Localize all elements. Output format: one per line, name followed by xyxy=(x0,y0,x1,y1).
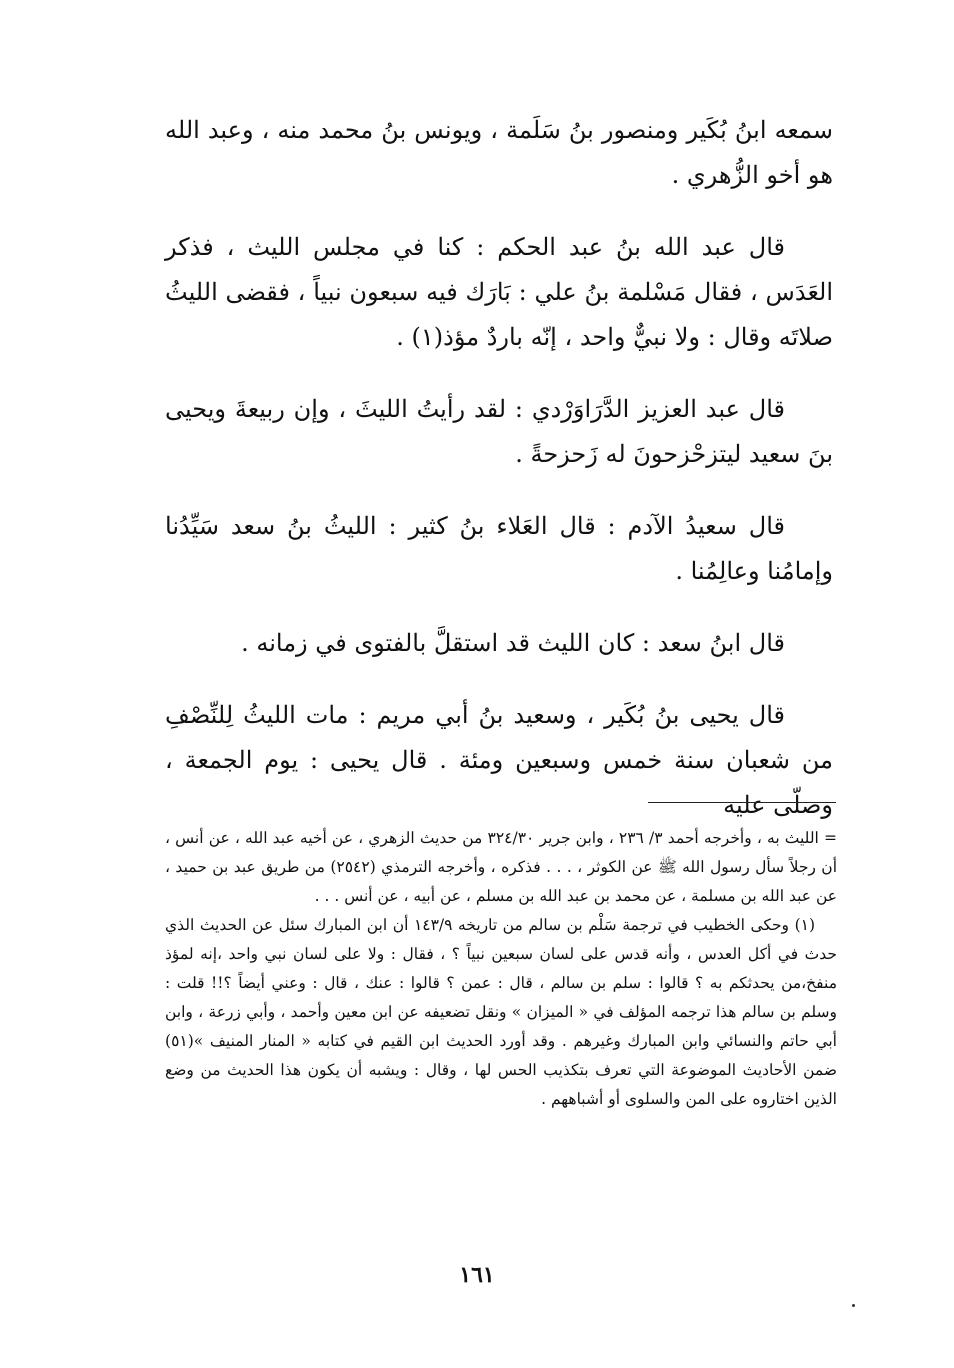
footnotes xyxy=(165,824,837,1114)
main-paragraph: قال سعيدُ الآدم : قال العَلاء بنُ كثير : الليثُ بنُ سعد سَيِّدُنا وإمامُنا وعالِمُنا . xyxy=(165,512,833,585)
main-paragraph: قال ابنُ سعد : كان الليث قد استقلَّ بالفتوى في زمانه . xyxy=(241,629,785,657)
scan-speck xyxy=(852,1304,855,1307)
page-number: ١٦١ xyxy=(459,1262,495,1288)
main-paragraph: قال عبد العزيز الدَّرَاوَرْدي : لقد رأيتُ الليثَ ، وإن ربيعةَ ويحيى بنَ سعيد ليتزحْزحونَ له زَحزحةً . xyxy=(165,395,833,468)
main-paragraph: قال يحيى بنُ بُكَير ، وسعيد بنُ أبي مريم : مات الليثُ لِلنِّصْفِ من شعبان سنة خمس وسبعين ومئة . قال يحيى : يوم الجمعة ، وصلّى عليه xyxy=(165,701,833,819)
main-text xyxy=(165,108,833,855)
footnote-1: (١) وحكى الخطيب في ترجمة سَلْم بن سالم من تاريخه ١٤٣/٩ أن ابن المبارك سئل عن الحديث الذي حدث في أكل العدس ، وأنه قدس على لسان سبعين نبياً ؟ ، فقال : ولا على لسان نبي واحد ،إنه لمؤذ منفخ،من يحدثكم به ؟ قالوا : سلم بن سالم ، قال : عمن ؟ قالوا : عنك ، قال : وعني أيضاً ؟!! قلت : وسلم بن سالم هذا ترجمه المؤلف في « الميزان » ونقل تضعيفه عن ابن معين وأحمد ، وأبي زرعة ، وابن أبي حاتم والنسائي وابن المبارك وغيرهم . وقد أورد الحديث ابن القيم في كتابه « المنار المنيف »(٥١) ضمن الأحاديث الموضوعة التي تعرف بتكذيب الحس لها ، وقال : ويشبه أن يكون هذا الحديث من وضع الذين اختاروه على المن والسلوى أو أشباههم . xyxy=(165,916,837,1108)
main-paragraph: قال عبد الله بنُ عبد الحكم : كنا في مجلس الليث ، فذكر العَدَس ، فقال مَسْلمة بنُ علي : بَارَك فيه سبعون نبياً ، فقضى الليثُ صلاتَه وقال : ولا نبيٌّ واحد ، إنّه باردٌ مؤذ(١) . xyxy=(165,233,833,351)
main-paragraph: سمعه ابنُ بُكَير ومنصور بنُ سَلَمة ، ويونس بنُ محمد منه ، وعبد الله هو أخو الزُّهري . xyxy=(165,116,833,189)
footnote-separator xyxy=(648,802,836,803)
footnote-continuation: = الليث به ، وأخرجه أحمد ٣/ ٢٣٦ ، وابن جرير ٣٢٤/٣٠ من حديث الزهري ، عن أخيه عبد الله ، عن أنس ، أن رجلاً سأل رسول الله ﷺ عن الكوثر ، . . . فذكره ، وأخرجه الترمذي (٢٥٤٢) من طريق عبد بن حميد ، عن عبد الله بن مسلمة ، عن محمد بن عبد الله بن مسلم ، عن أبيه ، عن أنس . . . xyxy=(165,829,837,905)
